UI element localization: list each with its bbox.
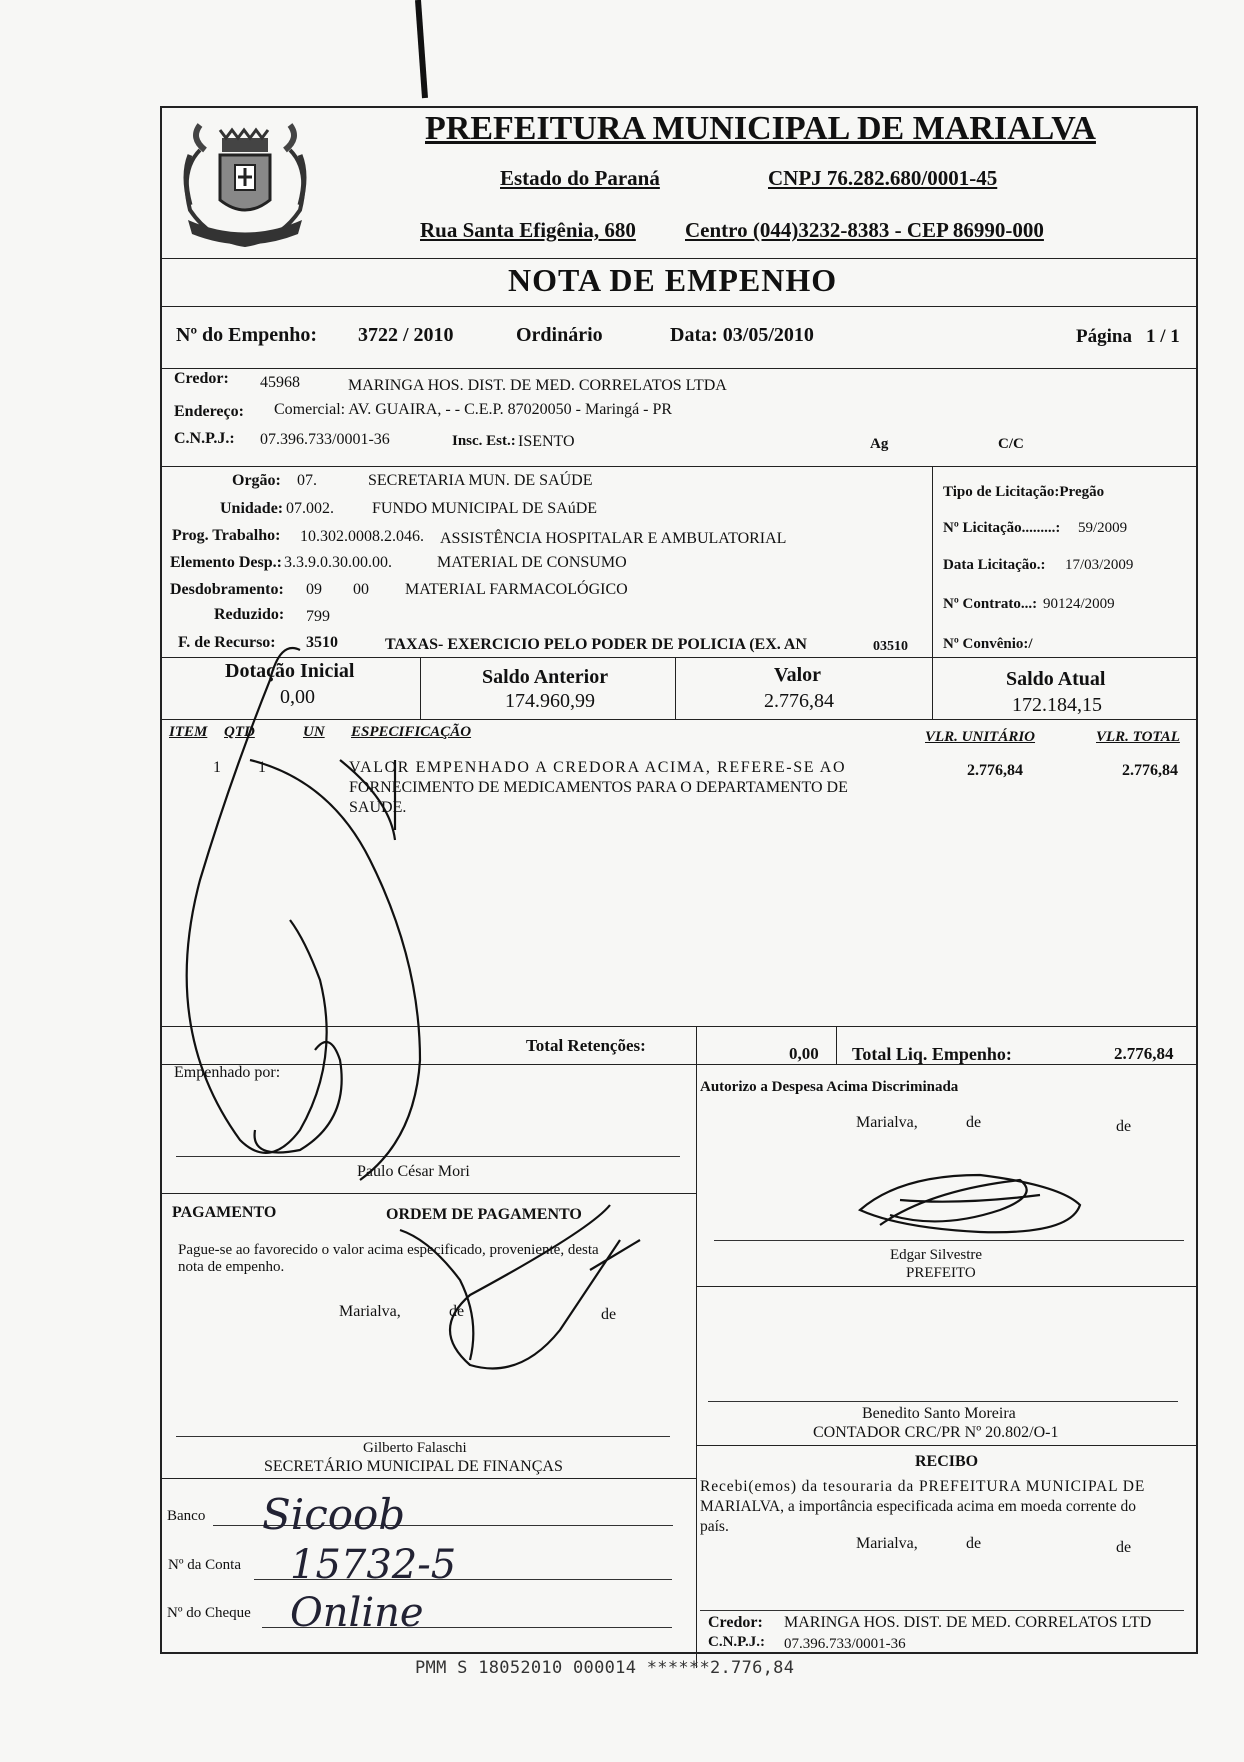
insc-label: Insc. Est.: [452, 433, 516, 449]
recurso-label: F. de Recurso: [178, 634, 276, 651]
reduzido-value: 799 [306, 608, 330, 625]
recibo-city: Marialva, [856, 1535, 918, 1552]
banco-handwriting: Sicoob [262, 1490, 406, 1539]
retencoes-label: Total Retenções: [526, 1036, 646, 1055]
dotacao-inicial-value: 0,00 [280, 686, 315, 708]
elemento-label: Elemento Desp.: [170, 554, 282, 571]
col-total: VLR. TOTAL [1096, 729, 1180, 745]
credor-label: Credor: [174, 370, 229, 387]
reduzido-label: Reduzido: [214, 606, 285, 623]
contador-role: CONTADOR CRC/PR Nº 20.802/O-1 [813, 1424, 1059, 1441]
unidade-code: 07.002. [286, 500, 334, 517]
cheque-label: Nº do Cheque [167, 1605, 251, 1621]
recibo-cnpj-label: C.N.P.J.: [708, 1634, 765, 1650]
endereco-value: Comercial: AV. GUAIRA, - - C.E.P. 87020050 - Maringá - PR [274, 401, 673, 418]
desdob-code1: 09 [306, 581, 322, 598]
col-un: UN [303, 724, 325, 740]
recurso-value: TAXAS- EXERCICIO PELO PODER DE POLICIA (EX. AN [385, 636, 807, 653]
pagamento-city: Marialva, [339, 1303, 401, 1320]
header-state: Estado do Paraná [500, 166, 660, 190]
licitacao-numero: 59/2009 [1078, 520, 1128, 536]
cheque-handwriting: Online [290, 1590, 424, 1636]
prefeito-role: PREFEITO [906, 1265, 976, 1281]
recibo-title: RECIBO [915, 1453, 979, 1470]
dotacao-inicial-label: Dotação Inicial [225, 660, 355, 682]
ag-label: Ag [870, 436, 889, 452]
header-cnpj: CNPJ 76.282.680/0001-45 [768, 166, 998, 190]
header-address: Rua Santa Efigênia, 680 [420, 218, 636, 242]
saldo-anterior-value: 174.960,99 [505, 690, 595, 712]
autorizo-de1: de [966, 1114, 982, 1131]
licitacao-data-label: Data Licitação.: [943, 557, 1046, 573]
cnpj-value: 07.396.733/0001-36 [260, 431, 390, 448]
empenho-date: Data: 03/05/2010 [670, 324, 814, 346]
endereco-label: Endereço: [174, 403, 244, 420]
saldo-atual-value: 172.184,15 [1012, 694, 1102, 716]
unidade-label: Unidade: [220, 500, 284, 517]
header-title: PREFEITURA MUNICIPAL DE MARIALVA [425, 110, 1096, 147]
recibo-credor-label: Credor: [708, 1614, 763, 1631]
saldo-atual-label: Saldo Atual [1006, 668, 1106, 690]
empenho-type: Ordinário [516, 324, 603, 346]
valor-label: Valor [774, 664, 822, 686]
item-qtd: 1 [258, 759, 266, 776]
col-espec: ESPECIFICAÇÃO [351, 724, 472, 740]
elemento-code: 3.3.9.0.30.00.00. [284, 554, 392, 571]
elemento-value: MATERIAL DE CONSUMO [437, 554, 627, 571]
secretario-name: Gilberto Falaschi [363, 1440, 467, 1456]
col-unit: VLR. UNITÁRIO [925, 729, 1036, 745]
insc-value: ISENTO [518, 433, 575, 450]
pagamento-title: PAGAMENTO [172, 1204, 277, 1221]
col-qtd: QTD [224, 724, 255, 740]
coat-of-arms-icon [170, 110, 320, 260]
pagamento-de2: de [601, 1306, 617, 1323]
empenhado-name: Paulo César Mori [357, 1163, 470, 1180]
liquido-value: 2.776,84 [1114, 1044, 1174, 1063]
recibo-line2: MARIALVA, a importância especificada acima em moeda corrente do [700, 1498, 1136, 1515]
recibo-line3: país. [700, 1518, 729, 1535]
autorizo-de2: de [1116, 1118, 1132, 1135]
col-item: ITEM [169, 724, 208, 740]
recibo-cnpj: 07.396.733/0001-36 [784, 1636, 906, 1652]
page-label: Página [1076, 326, 1132, 347]
item-desc-line2: FORNECIMENTO DE MEDICAMENTOS PARA O DEPARTAMENTO DE [349, 779, 848, 796]
item-number: 1 [213, 759, 221, 776]
saldo-anterior-label: Saldo Anterior [482, 666, 609, 688]
header-district: Centro (044)3232-8383 - CEP 86990-000 [685, 218, 1044, 242]
convenio-label: Nº Convênio:/ [943, 636, 1033, 652]
orgao-value: SECRETARIA MUN. DE SAÚDE [368, 472, 593, 489]
empenho-number: 3722 / 2010 [358, 324, 454, 346]
cnpj-label: C.N.P.J.: [174, 430, 235, 447]
cc-label: C/C [998, 436, 1024, 452]
empenho-label: Nº do Empenho: [176, 324, 318, 346]
credor-name: MARINGA HOS. DIST. DE MED. CORRELATOS LTDA [348, 377, 727, 394]
conta-label: Nº da Conta [168, 1557, 241, 1573]
prefeito-name: Edgar Silvestre [890, 1247, 983, 1263]
conta-handwriting: 15732-5 [290, 1542, 457, 1588]
pagamento-text2: nota de empenho. [178, 1259, 285, 1275]
item-total-value: 2.776,84 [1122, 762, 1178, 779]
recibo-credor: MARINGA HOS. DIST. DE MED. CORRELATOS LTD [784, 1614, 1152, 1631]
autorizo-title: Autorizo a Despesa Acima Discriminada [700, 1079, 959, 1095]
prog-code: 10.302.0008.2.046. [300, 528, 424, 545]
recibo-de1: de [966, 1535, 982, 1552]
doc-title: NOTA DE EMPENHO [508, 262, 838, 298]
prog-value: ASSISTÊNCIA HOSPITALAR E AMBULATORIAL [440, 530, 787, 547]
licitacao-tipo: Tipo de Licitação:Pregão [943, 484, 1105, 500]
empenhado-label: Empenhado por: [174, 1064, 281, 1081]
prog-label: Prog. Trabalho: [172, 527, 281, 544]
contador-name: Benedito Santo Moreira [862, 1405, 1016, 1422]
recurso-code: 3510 [306, 634, 338, 651]
item-unit-value: 2.776,84 [967, 762, 1023, 779]
ordem-title: ORDEM DE PAGAMENTO [386, 1206, 582, 1223]
contrato-value: 90124/2009 [1043, 596, 1115, 612]
licitacao-numero-label: Nº Licitação.........: [943, 520, 1061, 536]
pagamento-text1: Pague-se ao favorecido o valor acima especificado, proveniente, desta [178, 1242, 599, 1258]
liquido-label: Total Liq. Empenho: [852, 1044, 1012, 1064]
pagamento-de1: de [449, 1303, 465, 1320]
desdob-code2: 00 [353, 581, 369, 598]
desdob-label: Desdobramento: [170, 581, 284, 598]
desdob-value: MATERIAL FARMACOLÓGICO [405, 581, 628, 598]
recibo-de2: de [1116, 1539, 1132, 1556]
orgao-label: Orgão: [232, 472, 281, 489]
contrato-label: Nº Contrato...: [943, 596, 1038, 612]
valor-value: 2.776,84 [764, 690, 834, 712]
banco-label: Banco [167, 1508, 206, 1524]
orgao-code: 07. [297, 472, 317, 489]
secretario-role: SECRETÁRIO MUNICIPAL DE FINANÇAS [264, 1458, 563, 1475]
page-number: 1 / 1 [1146, 326, 1180, 347]
recurso-code2: 03510 [873, 639, 908, 654]
item-desc-line1: VALOR EMPENHADO A CREDORA ACIMA, REFERE-SE AO [349, 759, 847, 776]
licitacao-data: 17/03/2009 [1065, 557, 1134, 573]
payment-stamp: PMM S 18052010 000014 ******2.776,84 [415, 1658, 795, 1678]
recibo-line1: Recebi(emos) da tesouraria da PREFEITURA MUNICIPAL DE [700, 1478, 1146, 1495]
item-desc-line3: SAUDE. [349, 799, 407, 816]
unidade-value: FUNDO MUNICIPAL DE SAúDE [372, 500, 598, 517]
retencoes-value: 0,00 [789, 1044, 819, 1063]
credor-code: 45968 [260, 374, 300, 391]
autorizo-city: Marialva, [856, 1114, 918, 1131]
